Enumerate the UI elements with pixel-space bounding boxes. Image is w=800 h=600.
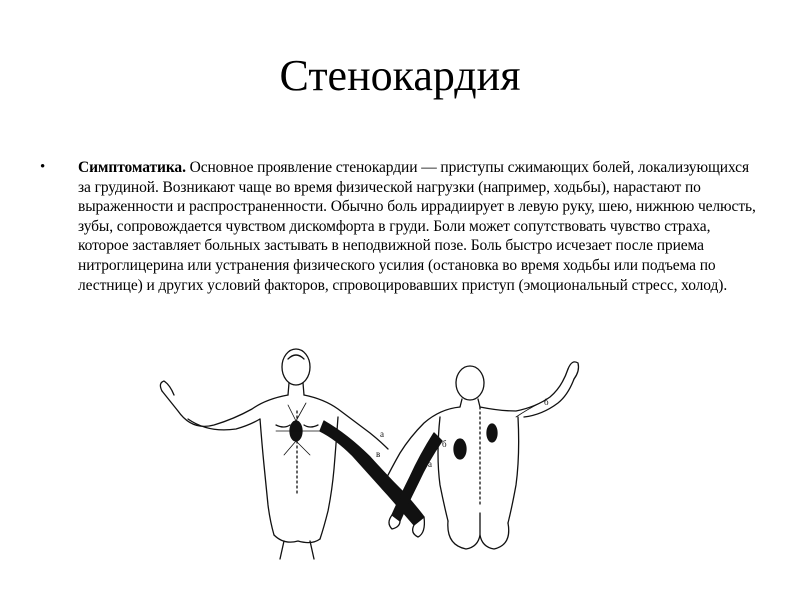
paragraph-body: Основное проявление стенокардии — приступы сжимающих болей, локализующихся за грудиной. Возникают чаще во время физической нагрузки (например, ходьбы), нарастают по выраженности и распространенности. Обычно боль иррадиирует в левую руку, шею, нижнюю челюсть, зубы, сопровождается чувством дискомфорта в груди. Боли может сопутствовать чувство страха, которое заставляет больных застывать в неподвижной позе. Боль быстро исчезает после приема нитроглицерина или устранения физического усилия (остановка во время ходьбы или подъема по лестнице) и других условий факторов, спровоцировавших приступ (эмоциональный стресс, холод).	[78, 159, 756, 294]
front-left-side	[260, 419, 274, 535]
label-a1: а	[380, 429, 384, 439]
back-buttocks	[448, 521, 509, 549]
paragraph-lead: Симптоматика.	[78, 159, 186, 176]
front-right-arm	[162, 391, 288, 426]
symptoms-paragraph	[78, 158, 760, 295]
back-right-side	[508, 417, 519, 523]
bullet-list	[40, 158, 760, 295]
back-heart-mark-left	[454, 439, 466, 459]
bullet-marker: •	[40, 159, 46, 175]
back-heart-mark-right	[487, 424, 497, 442]
front-pain-band	[320, 421, 424, 525]
pain-irradiation-illustration	[148, 345, 608, 565]
front-figure	[160, 349, 424, 559]
label-a2: а	[428, 459, 432, 469]
label-v: в	[376, 449, 381, 459]
label-b1: б	[544, 397, 549, 407]
label-b2: б	[442, 439, 447, 449]
list-item	[40, 158, 760, 295]
back-head	[456, 366, 484, 400]
slide-title: Стенокардия	[279, 51, 521, 100]
back-left-side	[438, 417, 448, 521]
